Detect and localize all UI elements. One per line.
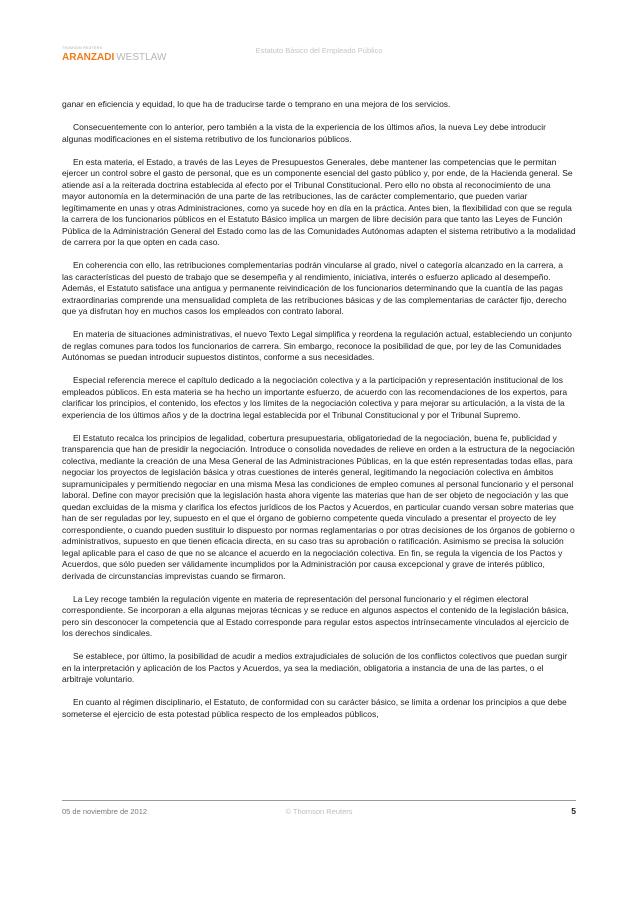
paragraph: Se establece, por último, la posibilidad de acudir a medios extrajudiciales de solución de los conflictos colectivos que puedan surgir en la interpretación y aplicación de los Pactos y Acuerdos, ya sea la mediación, obligatoria a instancia de una de las partes, o el arbitraje voluntario. bbox=[62, 651, 568, 684]
logo-brand-text: ARANZADI bbox=[62, 52, 115, 63]
page-header bbox=[0, 0, 638, 80]
paragraph: En materia de situaciones administrativas, el nuevo Texto Legal simplifica y reordena la regulación actual, estableciendo un conjunto de reglas comunes para todos los funcionarios de carrera. Sin embargo, reconoce la posibilidad de que, por ley de las Comunidades Autónomas se puedan introducir supuestos distintos, conforme a sus necesidades. bbox=[62, 329, 572, 362]
paragraph: En esta materia, el Estado, a través de las Leyes de Presupuestos Generales, debe mantener las competencias que le permitan ejercer un control sobre el gasto de personal, que es un componente esencial del gasto público y, por ende, de la Hacienda general. Se atiende así a la reiterada doctrina establecida al efecto por el Tribunal Constitucional. Pero ello no obsta al reconocimiento de una mayor autonomía en la determinación de una parte de las retribuciones, las de carácter complementario, que pueden variar legítimamente en unas y otras Administraciones, como ya sucede hoy en día en la práctica. Antes bien, la flexibilidad con que se regula la carrera de los funcionarios públicos en el Estatuto Básico implica un margen de libre decisión para que tanto las Leyes de Función Pública de la Administración General del Estado como las de las Comunidades Autónomas adapten el sistema retributivo a la modalidad de carrera por la que opten en cada caso. bbox=[62, 156, 576, 247]
document-title: Estatuto Básico del Empleado Público bbox=[255, 46, 383, 55]
paragraph: En coherencia con ello, las retribuciones complementarias podrán vincularse al grado, nivel o categoría alcanzado en la carrera, a las características del puesto de trabajo que se desempeña y al rendimiento, iniciativa, interés o esfuerzo aplicado al desempeño. Además, el Estatuto satisface una antigua y permanente reivindicación de los funcionarios determinando que la cuantía de las pagas extraordinarias comprende una mensualidad completa de las retribuciones básicas y de las complementarias de carácter fijo, derecho que ya disfrutan hoy en muchos casos los empleados con contrato laboral. bbox=[62, 260, 567, 316]
paragraph: El Estatuto recalca los principios de legalidad, cobertura presupuestaria, obligatoriedad de la negociación, buena fe, publicidad y transparencia que han de presidir la negociación. Introduce o consolida novedades de relieve en orden a la estructura de la negociación colectiva, mediante la creación de una Mesa General de las Administraciones Públicas, en la que estén representadas todas ellas, para negociar los proyectos de legislación básica y otras cuestiones de interés general, legitimando la negociación colectiva en ámbitos supramunicipales y permitiendo negociar en una misma Mesa las condiciones de empleo comunes al personal funcionario y el personal laboral. Define con mayor precisión que la legislación hasta ahora vigente las materias que han de ser objeto de negociación y las que quedan excluidas de la misma y clarifica los efectos jurídicos de los Pactos y Acuerdos, en particular cuando versan sobre materias que han de ser reguladas por ley, supuesto en el que el órgano de gobierno competente queda vinculado a presentar el proyecto de ley correspondiente, o cuando pueden sustituir lo dispuesto por normas reglamentarias o por otras decisiones de los órganos de gobierno o administrativos, supuesto en que tienen eficacia directa, en su caso tras su aprobación o ratificación. Asimismo se precisa la solución legal aplicable para el caso de que no se alcance el acuerdo en la negociación colectiva. En fin, se regula la vigencia de los Pactos y Acuerdos, que sólo pueden ser válidamente incumplidos por la Administración por causa excepcional y grave de interés público, derivada de circunstancias imprevistas cuando se firmaron. bbox=[62, 432, 575, 581]
paragraph: En cuanto al régimen disciplinario, el Estatuto, de conformidad con su carácter básico, se limita a ordenar los principios a que debe someterse el ejercicio de esta potestad pública respecto de los empleados públicos, bbox=[62, 697, 567, 719]
logo-product-text: WESTLAW bbox=[116, 52, 167, 63]
paragraph: La Ley recoge también la regulación vigente en materia de representación del personal funcionario y el régimen electoral correspondiente. Se incorporan a ella algunas mejoras técnicas y se reduce en algunos aspectos el contenido de la legislación básica, pero sin desconocer la competencia que al Estado corresponde para regular estos aspectos intrínsecamente vinculados al ejercicio de los derechos sindicales. bbox=[62, 593, 569, 638]
paragraph: ganar en eficiencia y equidad, lo que ha de traducirse tarde o temprano en una mejora de los servicios. bbox=[62, 99, 451, 109]
paragraph: Consecuentemente con lo anterior, pero también a la vista de la experiencia de los últimos años, la nueva Ley debe introducir algunas modificaciones en el sistema retributivo de los funcionarios públicos. bbox=[62, 122, 546, 144]
page-footer bbox=[62, 800, 576, 815]
footer-copyright: © Thomson Reuters bbox=[285, 807, 353, 816]
paragraph: Especial referencia merece el capítulo dedicado a la negociación colectiva y a la participación y representación institucional de los empleados públicos. En esta materia se ha hecho un importante esfuerzo, de acuerdo con las recomendaciones de los expertos, para clarificar los principios, el contenido, los efectos y los límites de la negociación colectiva y para mejorar su articulación, a la vista de la experiencia de los últimos años y de la doctrina legal establecida por el Tribunal Constitucional y por el Tribunal Supremo. bbox=[62, 375, 568, 420]
page-number: 5 bbox=[571, 806, 576, 816]
footer-date: 05 de noviembre de 2012 bbox=[62, 807, 148, 816]
logo-publisher-text: THOMSON REUTERS bbox=[62, 46, 103, 50]
document-body bbox=[62, 99, 576, 732]
